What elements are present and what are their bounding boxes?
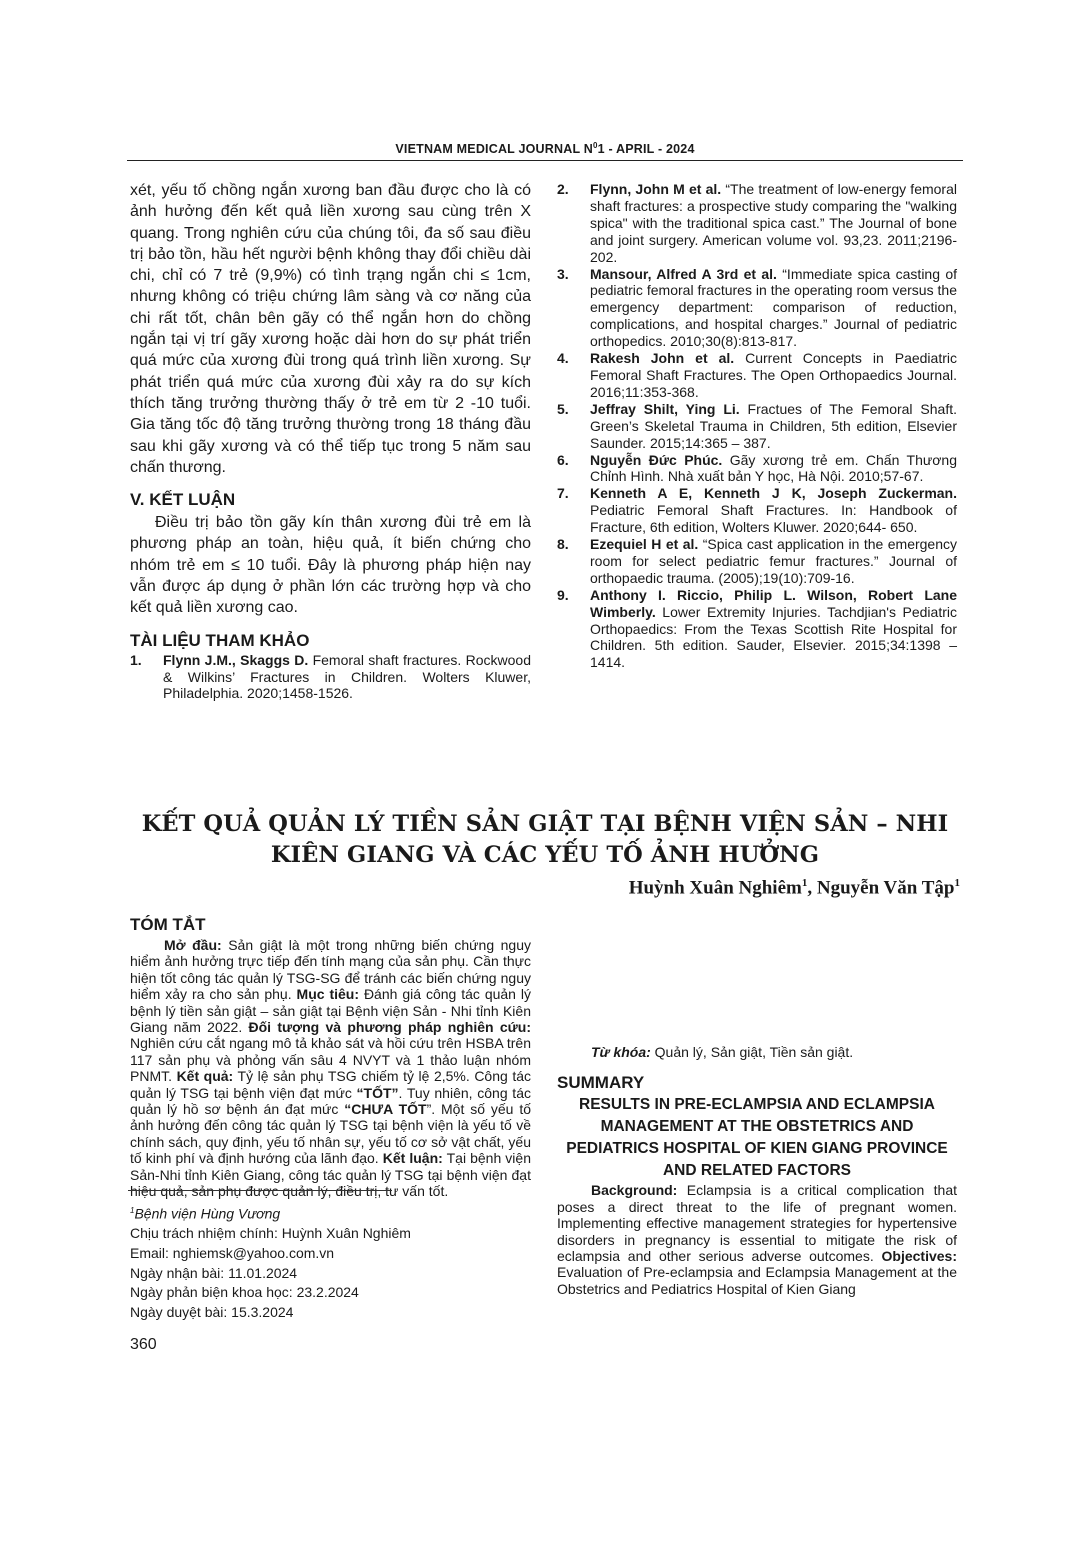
summary-title: RESULTS IN PRE-ECLAMPSIA AND ECLAMPSIA MANAGEMENT AT THE OBSTETRICS AND PEDIATRICS HOSPITAL OF KIEN GIANG PROVINCE AND RELATED FACTORS [566,1096,948,1180]
reference-item: 4. Rakesh John et al. Current Concepts in Paediatric Femoral Shaft Fractures. The Open Orthopaedics Journal. 2016;11:353-368. [557,350,957,400]
responsible-author: Chịu trách nhiệm chính: Huỳnh Xuân Nghiêm [130,1225,411,1242]
keywords: Từ khóa: Quản lý, Sản giật, Tiền sản giật. [591,1044,854,1060]
conclusion-heading: V. KẾT LUẬN [130,490,236,510]
reference-item: 2. Flynn, John M et al. “The treatment of low-energy femoral shaft fractures: a prospective study comparing the "walking spica" with the traditional spica cast.” The Journal of bone and joint surgery. American volume vol. 93,23. 2011;2196-202. [557,181,957,265]
left-column-top [130,180,531,702]
summary-body: Background: Eclampsia is a critical complication that poses a direct threat to the life of pregnant women. Implementing effective management strategies for hypertensive disorders in pregnancy is essential to mitigate the risk of eclampsia and other serious adverse outcomes. Objectives: Evaluation of Pre-eclampsia and Eclampsia Management at the Obstetrics and Pediatrics Hospital of Kien Giang [557,1182,957,1297]
accepted-date: Ngày duyệt bài: 15.3.2024 [130,1304,294,1321]
received-date: Ngày nhận bài: 11.01.2024 [130,1264,298,1281]
reference-item: 1. Flynn J.M., Skaggs D. Femoral shaft fractures. Rockwood & Wilkins’ Fractures in Children. Wolters Kluwer, Philadelphia. 2020;1458-1526. [130,651,531,702]
summary-en [557,1044,957,1297]
conclusion-paragraph: Điều trị bảo tồn gãy kín thân xương đùi trẻ em là phương pháp an toàn, hiệu quả, ít biến chứng cho nhóm trẻ em ≤ 10 tuổi. Đây là phương pháp hiện nay vẫn được áp dụng ở phần lớn các trường hợp và cho kết quả liền xương cao. [130,514,531,617]
reference-item: 5. Jeffray Shilt, Ying Li. Fractues of The Femoral Shaft. Green’s Skeletal Trauma in Children, 5th edition, Elsevier Saunder. 2015;14:365 – 387. [557,400,957,451]
references-heading: TÀI LIỆU THAM KHẢO [130,630,310,650]
abstract-body: Mở đầu: Sản giật là một trong những biến chứng nguy hiểm ảnh hưởng trực tiếp đến tính mạng của sản phụ. Cần thực hiện tốt công tác quản lý TSG-SG để tránh các biến chứng nguy hiểm xảy ra cho sản phụ. Mục tiêu: Đánh giá công tác quản lý bệnh lý tiền sản giật – sản giật tại Bệnh viện Sản - Nhi tỉnh Kiên Giang năm 2022. Đối tượng và phương pháp nghiên cứu: Nghiên cứu cắt ngang mô tả khảo sát và hồi cứu trên HSBA trên 117 sản phụ và phỏng vấn sâu 4 NVYT và 1 thảo luận nhóm PNMT. Kết quả: Tỷ lệ sản phụ TSG chiếm tỷ lệ 2,5%. Công tác quản lý TSG tại bệnh viện đạt mức “TỐT”. Tuy nhiên, công tác quản lý hồ sơ bệnh án đạt mức “CHƯA TỐT”. Một số yếu tố ảnh hưởng đến công tác quản lý TSG tại bệnh viện là yếu tố về chính sách, quy định, yếu tố nhân sự, yếu tố cơ sở vật chất, yếu tố kinh phí và định hướng của lãnh đạo. Kết luận: Tại bệnh viện Sản-Nhi tỉnh Kiên Giang, công tác quản lý TSG tại bệnh viện đạt hiệu quả, sản phụ được quản lý, điều trị, tư vấn tốt. [130,937,532,1200]
reference-item: 6. Nguyễn Đức Phúc. Gãy xương trẻ em. Chấn Thương Chỉnh Hình. Nhà xuất bản Y học, Hà Nội. 2010;57-67. [557,451,957,485]
references-list [557,181,957,671]
abstract-vi [130,913,531,1200]
summary-heading: SUMMARY [557,1073,645,1093]
header-rule [127,160,963,161]
email: Email: nghiemsk@yahoo.com.vn [130,1245,335,1262]
article-title: KẾT QUẢ QUẢN LÝ TIỀN SẢN GIẬT TẠI BỆNH VIỆN SẢN – NHI KIÊN GIANG VÀ CÁC YẾU TỐ ẢNH HƯỞNG [141,811,949,868]
running-header: VIETNAM MEDICAL JOURNAL $N^01$ - APRIL - 2024 [395,141,695,157]
page-number: 360 [130,1336,157,1353]
footnotes [130,1201,411,1323]
reference-item: 9. Anthony I. Riccio, Philip L. Wilson, Robert Lane Wimberly. Lower Extremity Injuries. Tachdjian's Pediatric Orthopaedics: From the Texas Scottish Rite Hospital for Children. 5th edition. Sauder, Elsevier. 2015;34:1398 – 1414. [557,586,957,671]
discussion-paragraph: xét, yếu tố chồng ngắn xương ban đầu được cho là có ảnh hưởng đến kết quả liền xương sau cùng trên X quang. Trong nghiên cứu của chúng tôi, đa số sau điều trị bảo tồn, hầu hết người bệnh không thay đổi chiều dài chi, chỉ có 7 trẻ (9,9%) có tình trạng ngắn chi ≤ 1cm, nhưng không có triệu chứng lâm sàng và cơ năng của chi rất tốt, chân bên gãy có thể ngắn hơn do chồng ngắn tại vị trí gãy xương hoặc dài hơn do sự phát triển quá mức của xương đùi trong quá trình liền xương. Sự phát triển quá mức của xương đùi xảy ra do sự kích thích tăng trưởng thường thấy ở trẻ em từ 2 -10 tuổi. Gia tăng tốc độ tăng trưởng thường trong 18 tháng đầu sau khi gãy xương và có thể tiếp tục trong 5 năm sau chấn thương. [130,182,531,476]
affiliation: $^1$Bệnh viện Hùng Vương [130,1205,281,1222]
reference-item: 7. Kenneth A E, Kenneth J K, Joseph Zuckerman. Pediatric Femoral Shaft Fractures. In: Handbook of Fracture, 6th edition, Wolters Kluwer. 2020;644- 650. [557,485,957,536]
article-authors: Huỳnh Xuân Nghiêm$^1$, Nguyễn Văn Tập$^1$ [628,877,960,899]
reviewed-date: Ngày phản biện khoa học: 23.2.2024 [130,1284,359,1301]
reference-item: 3. Mansour, Alfred A 3rd et al. “Immediate spica casting of pediatric femoral fractures in the operating room versus the emergency department: comparison of reduction, complications, and hospital charges.” Journal of pediatric orthopedics. 2010;30(8):813-817. [557,265,958,350]
reference-item: 8. Ezequiel H et al. “Spica cast application in the emergency room for select pediatric femur fractures.” Journal of orthopaedic trauma. (2005);19(10):709-16. [557,536,957,586]
footnote-rule [128,1190,392,1191]
abstract-heading: TÓM TẮT [130,915,206,934]
